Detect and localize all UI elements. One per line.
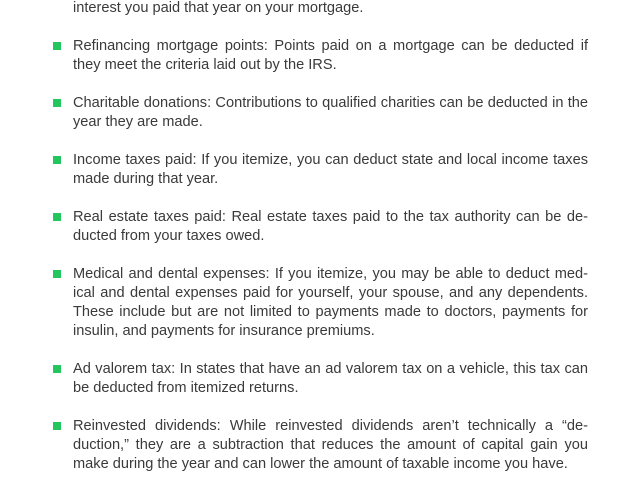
list-item-text: interest you paid that year on your mortgage. [73,0,364,16]
list-item [0,208,640,246]
list-item-text: Ad valorem tax: In states that have an ad valorem tax on a vehicle, this tax can be deducted from itemized returns. [73,361,588,396]
bullet-square-icon [53,99,61,107]
list-item [0,0,640,18]
list-item [0,151,640,189]
list-item [0,360,640,398]
list-item [0,94,640,132]
list-item [0,37,640,75]
list-item-text: Reinvested dividends: While reinvested dividends aren’t technically a “de-duction,” they are a subtraction that reduces the amount of capital gain you make during the year and can lower the amount of taxable income you have. [73,418,588,472]
bullet-square-icon [53,270,61,278]
list-item-text: Real estate taxes paid: Real estate taxes paid to the tax authority can be de-ducted from your taxes owed. [73,209,588,244]
list-item-text: Refinancing mortgage points: Points paid on a mortgage can be deducted if they meet the criteria laid out by the IRS. [73,38,588,73]
list-item [0,265,640,341]
list-item-text: Medical and dental expenses: If you itemize, you may be able to deduct med-ical and dental expenses paid for yourself, your spouse, and any dependents. These include but are not limited to payments made to doctors, payments for insulin, and payments for insurance premiums. [73,266,588,339]
bullet-square-icon [53,42,61,50]
bullet-square-icon [53,156,61,164]
list-item-text: Income taxes paid: If you itemize, you can deduct state and local income taxes made during that year. [73,152,588,187]
bullet-square-icon [53,213,61,221]
list-item [0,417,640,474]
bullet-square-icon [53,365,61,373]
list-item-text: Charitable donations: Contributions to qualified charities can be deducted in the year they are made. [73,95,588,130]
bullet-square-icon [53,422,61,430]
